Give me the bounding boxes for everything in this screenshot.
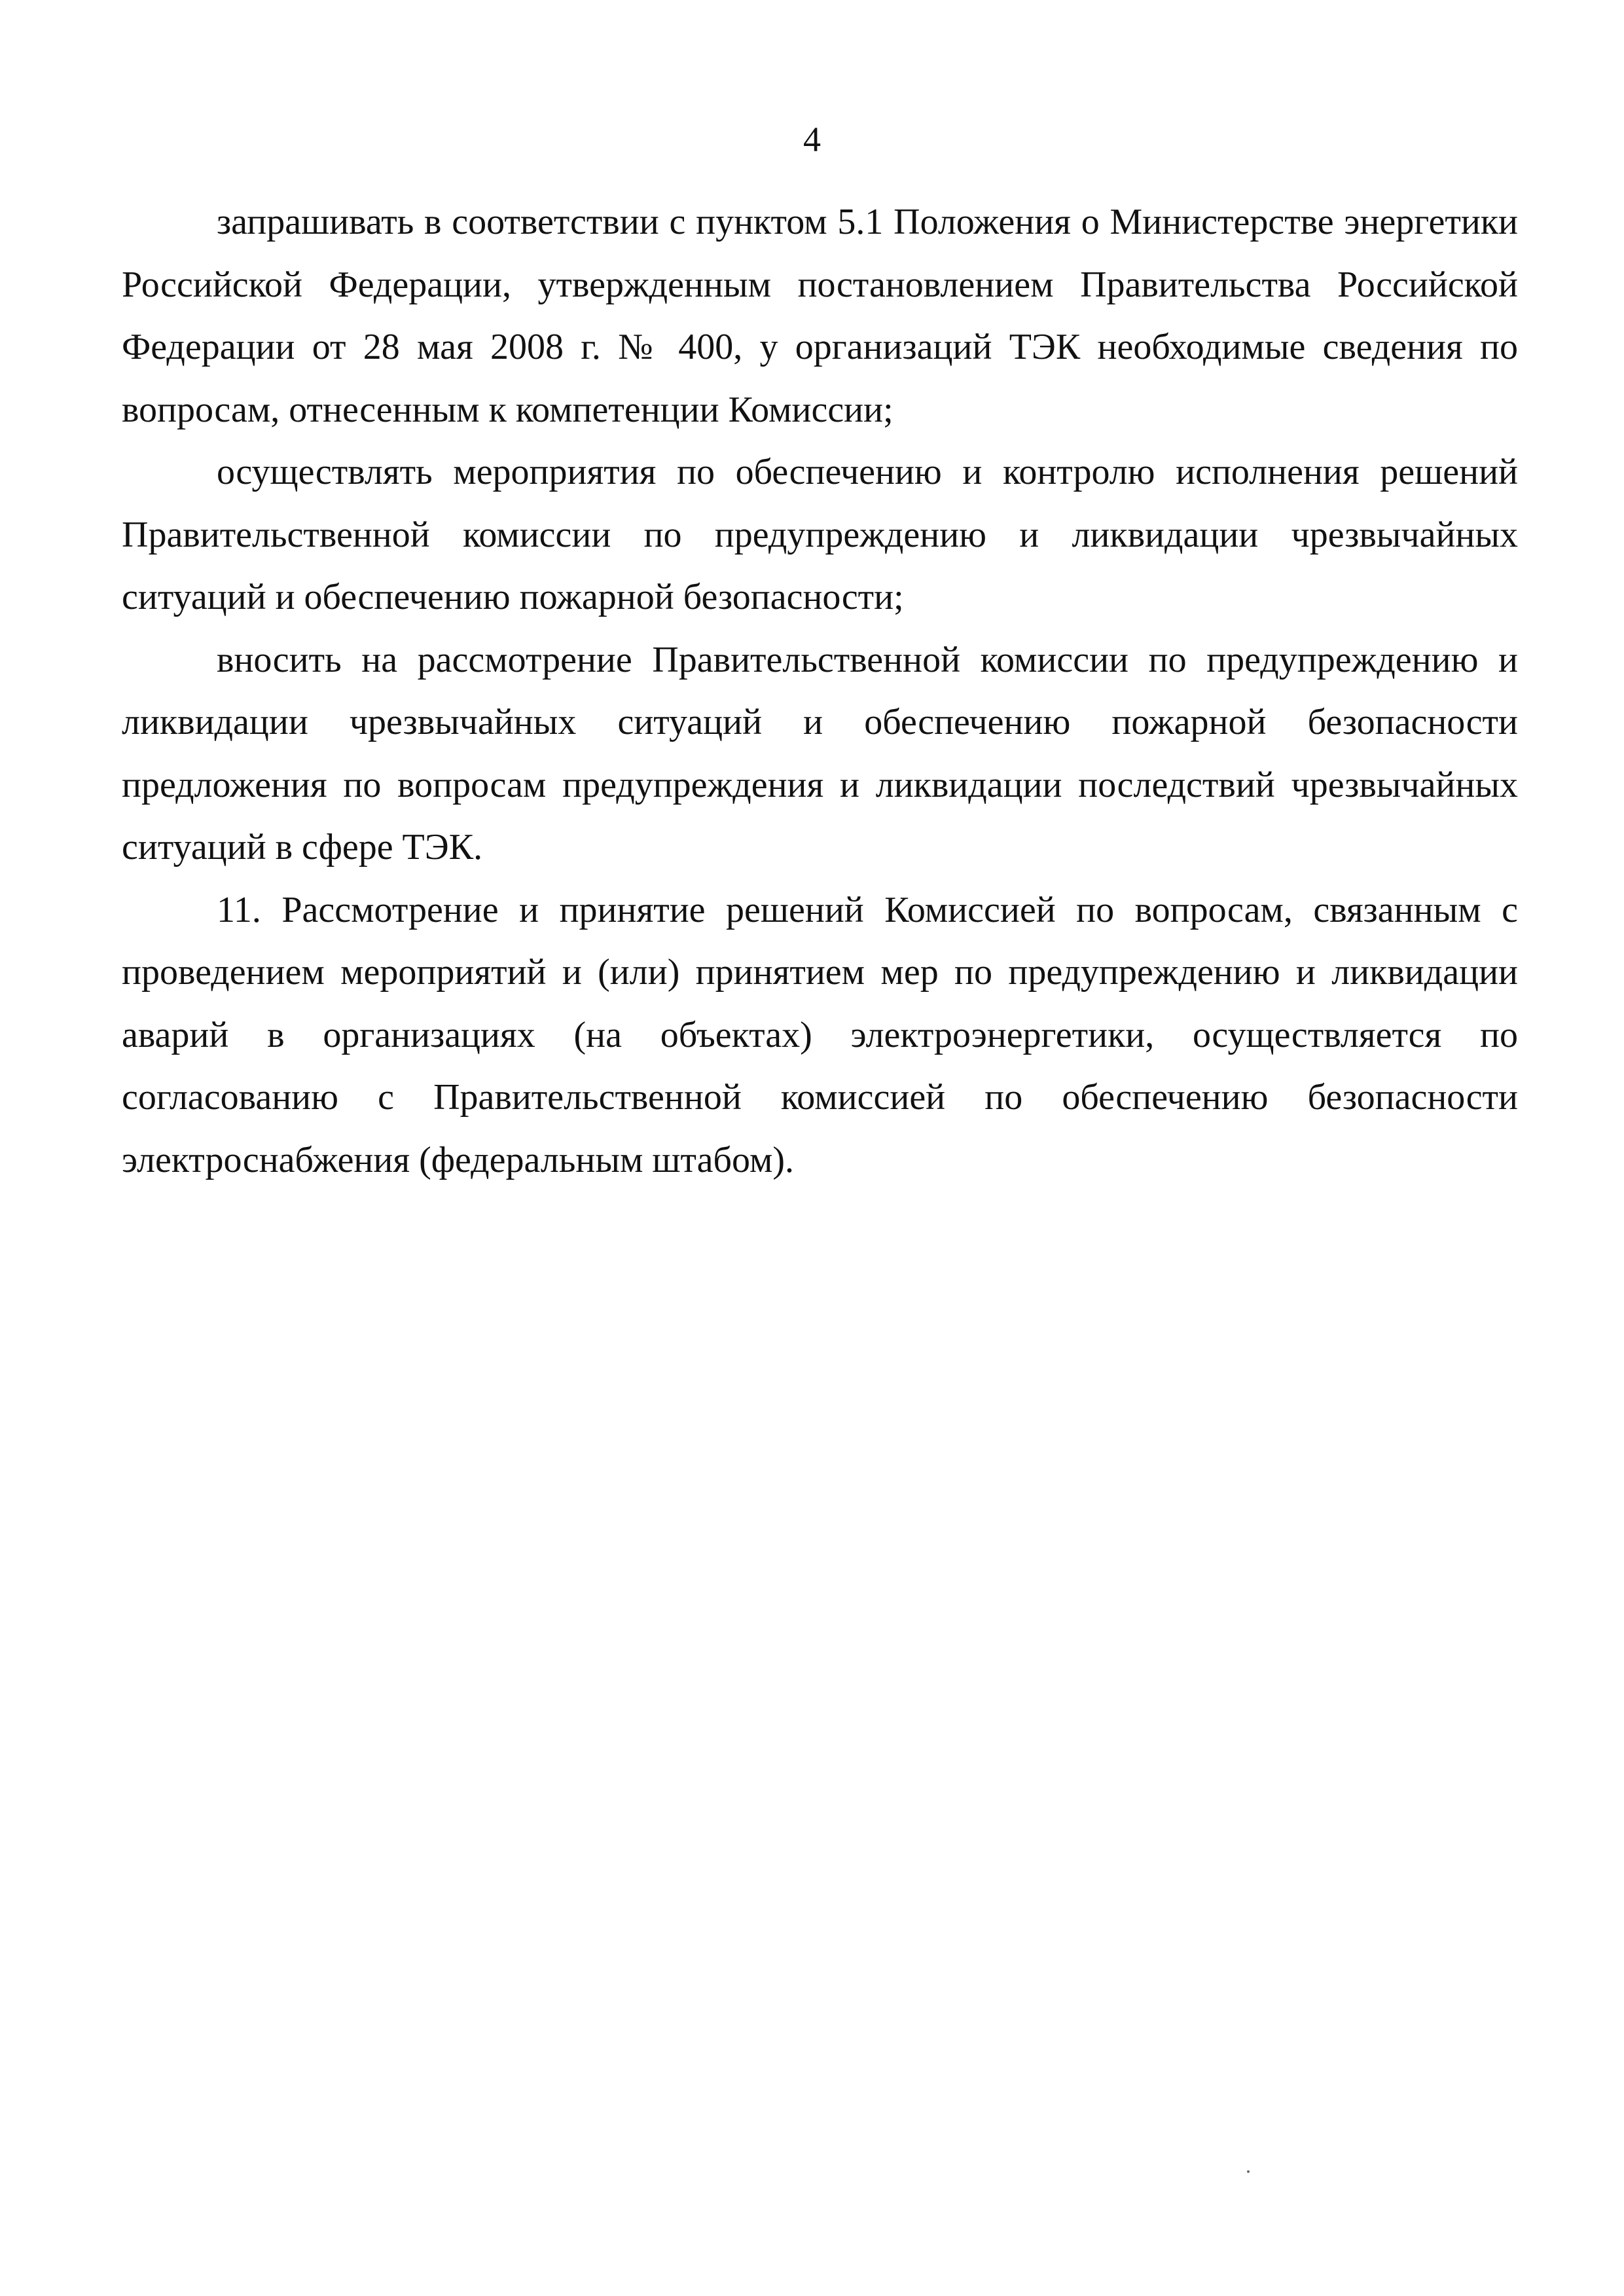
paragraph-request-information: запрашивать в соответствии с пунктом 5.1 Положения о Министерстве энергетики Российской Федерации, утвержденным постановлением Правительства Российской Федерации от 28 мая 2008 г. № 400, у организаций ТЭК необходимые сведения по вопросам, отнесенным к компетенции Комиссии;: [122, 202, 1518, 430]
paragraph-submit-proposals: вносить на рассмотрение Правительственной комиссии по предупреждению и ликвидации чрезвычайных ситуаций и обеспечению пожарной безопасности предложения по вопросам предупреждения и ликвидации последствий чрезвычайных ситуаций в сфере ТЭК.: [122, 639, 1518, 867]
scan-artifact-dot: [1247, 2170, 1250, 2173]
paragraph-implement-measures: осуществлять мероприятия по обеспечению и контролю исполнения решений Правительственной комиссии по предупреждению и ликвидации чрезвычайных ситуаций и обеспечению пожарной безопасности;: [122, 452, 1518, 617]
paragraph-item-11: 11. Рассмотрение и принятие решений Комиссией по вопросам, связанным с проведением мероприятий и (или) принятием мер по предупреждению и ликвидации аварий в организациях (на объектах) электроэнергетики, осуществляется по согласованию с Правительственной комиссией по обеспечению безопасности электроснабжения (федеральным штабом).: [122, 889, 1518, 1180]
page-number: 4: [803, 120, 821, 159]
document-body: [122, 191, 1518, 1192]
